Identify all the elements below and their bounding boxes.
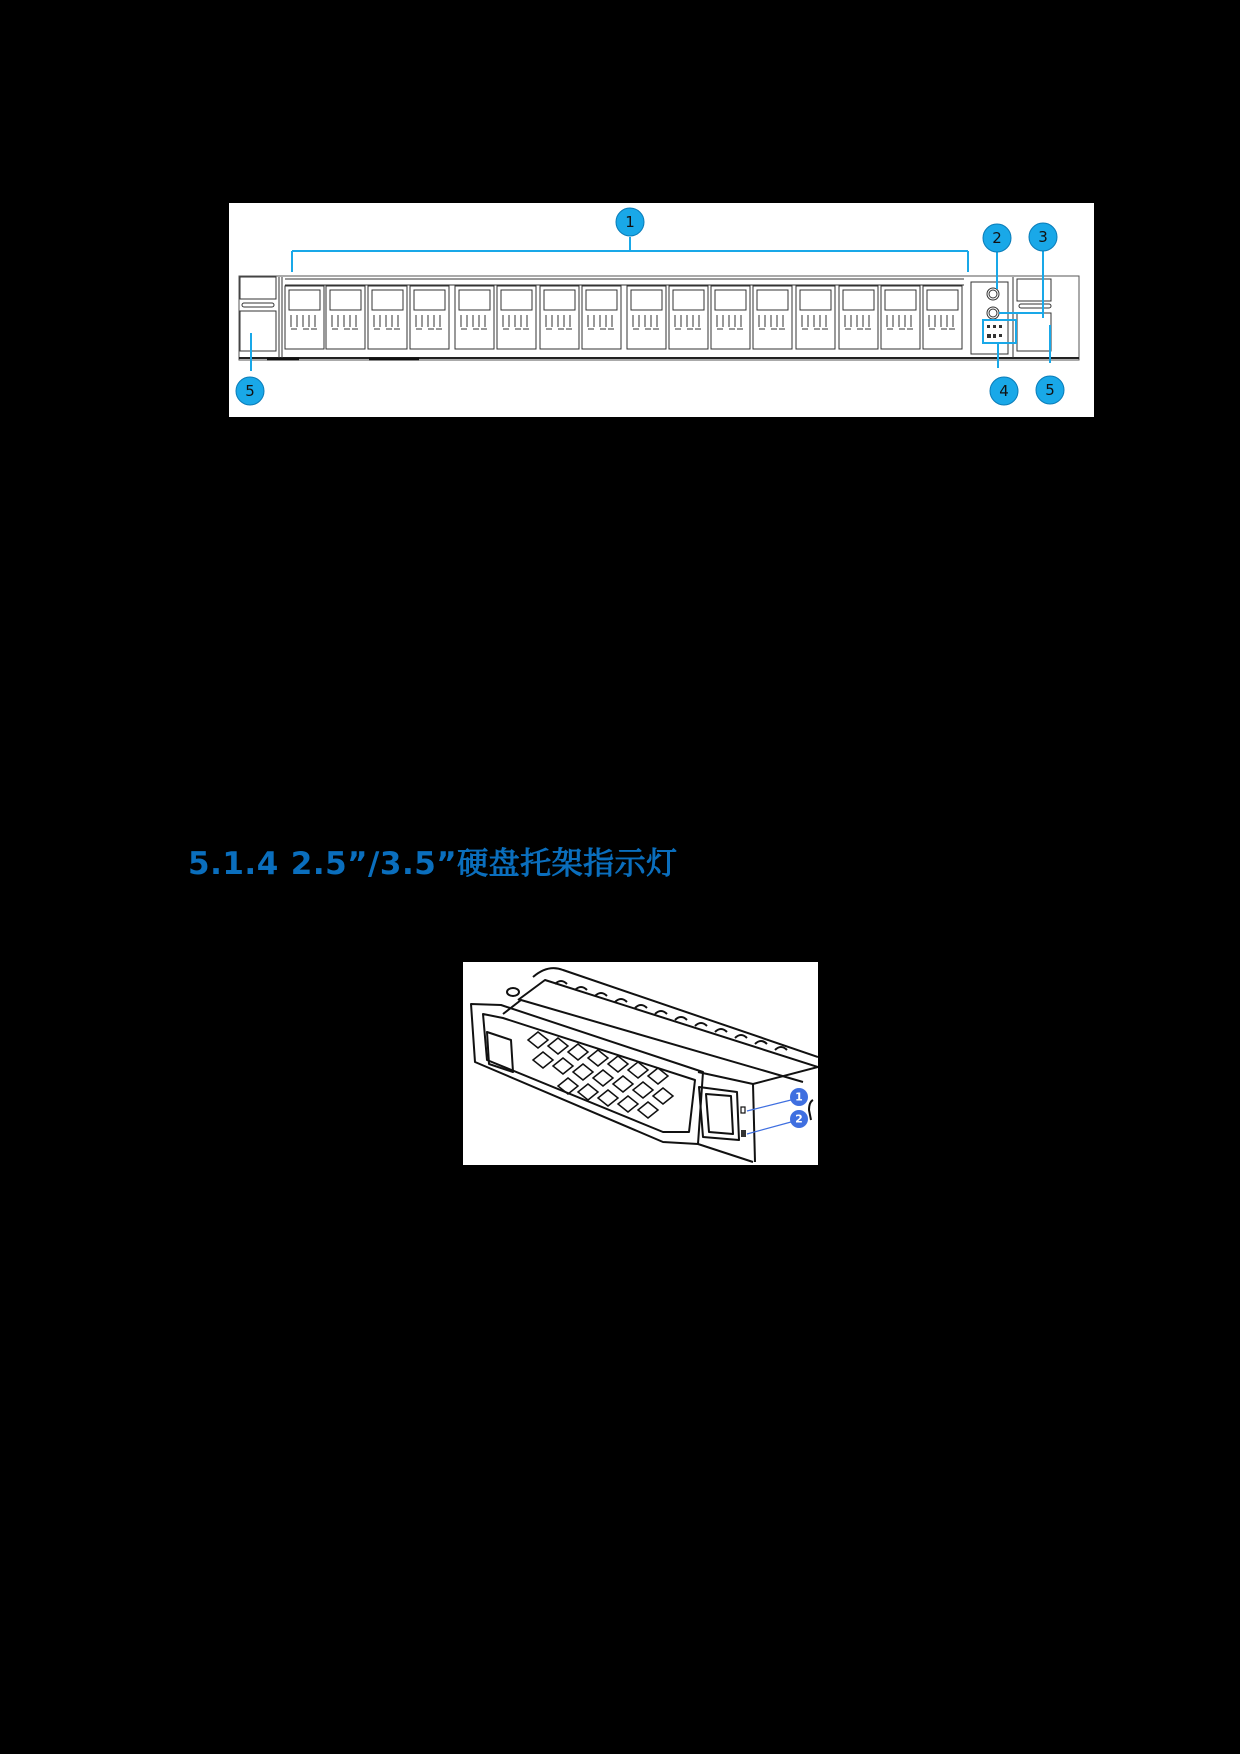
tray-grip-ridges <box>555 981 787 1050</box>
section-heading <box>188 842 678 886</box>
callout-4 <box>990 377 1018 405</box>
drive-tray-outline <box>471 968 818 1162</box>
svg-text:2: 2 <box>795 1112 803 1126</box>
front-panel-diagram <box>229 203 1094 417</box>
svg-text:5: 5 <box>245 382 255 400</box>
drive-bays-bracket <box>292 237 968 272</box>
svg-text:2: 2 <box>992 229 1002 247</box>
tray-mesh <box>528 1032 673 1118</box>
svg-text:3: 3 <box>1038 228 1048 246</box>
drive-bays <box>285 279 964 349</box>
svg-text:5: 5 <box>1045 381 1055 399</box>
drive-tray-diagram <box>463 962 818 1165</box>
tray-callout-1 <box>790 1088 808 1106</box>
drive-tray-figure <box>463 962 818 1165</box>
callout-1 <box>616 208 644 236</box>
svg-text:4: 4 <box>999 382 1009 400</box>
section-title: 2.5”/3.5”硬盘托架指示灯 <box>290 846 678 882</box>
callout-5-left <box>236 377 264 405</box>
callout-2 <box>983 224 1011 252</box>
activity-led-icon <box>741 1107 745 1113</box>
section-number: 5.1.4 <box>188 846 279 882</box>
tray-callout-2 <box>790 1110 808 1128</box>
left-rack-ear <box>240 277 282 358</box>
callout-leaders <box>251 237 1050 371</box>
front-panel-figure <box>229 203 1094 417</box>
right-rack-ear <box>1013 277 1051 358</box>
callout-3 <box>1029 223 1057 251</box>
status-led-icon <box>741 1130 746 1137</box>
svg-text:1: 1 <box>625 213 635 231</box>
callout-5-right <box>1036 376 1064 404</box>
svg-text:1: 1 <box>795 1090 803 1104</box>
status-led-icons <box>987 325 1002 338</box>
tray-led-indicators <box>741 1107 746 1137</box>
